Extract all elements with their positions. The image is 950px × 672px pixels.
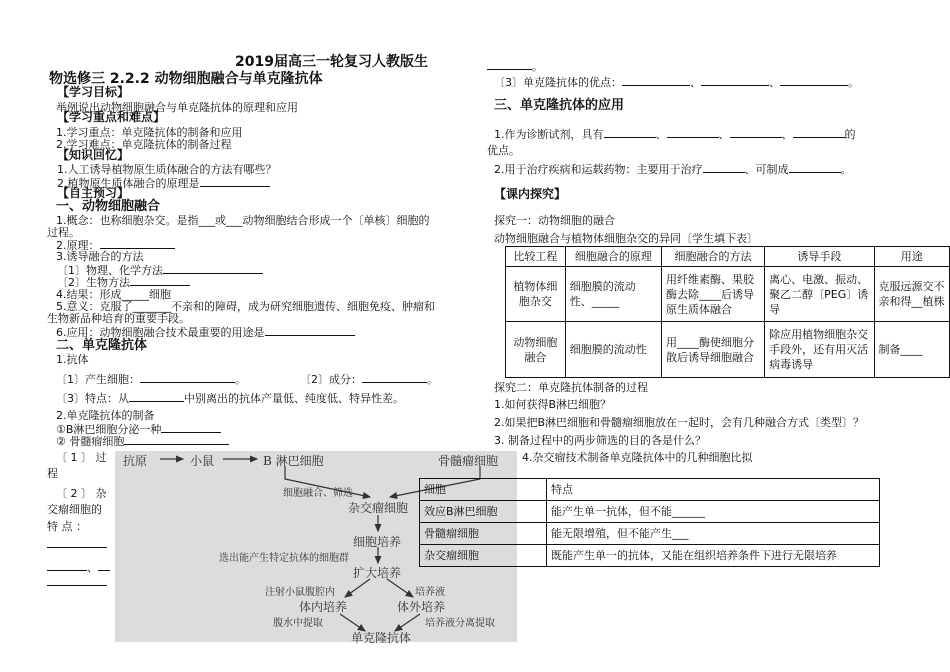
- flow-in-vitro: 体外培养: [397, 600, 446, 614]
- concept-line2: 过程。: [47, 226, 80, 239]
- flow-in-vivo: 体内培养: [299, 600, 348, 614]
- significance-line2: 生物新品种培育的重要手段。: [47, 312, 190, 325]
- flow-monoclonal: 单克隆抗体: [351, 631, 412, 645]
- preparation-heading: 2.单克隆抗体的制备: [56, 409, 155, 422]
- table-header: 诱导手段: [765, 247, 874, 267]
- heading-preview: 【自主预习】: [57, 186, 130, 200]
- table-cell: 既能产生单一的抗体，又能在组织培养条件下进行无限培养: [547, 545, 880, 567]
- heading-key-points: 【学习重点和难点】: [57, 110, 166, 124]
- heading-review: 【知识回忆】: [57, 148, 130, 162]
- antibody-producer: 〔1〕产生细胞： 。: [56, 373, 246, 386]
- table-cell: 细胞膜的流动性、_____: [565, 267, 661, 322]
- key-point-1: 1.学习重点：单克隆抗体的制备和应用: [56, 126, 243, 139]
- goal-text: 举例说出动物细胞融合与单克隆抗体的原理和应用: [56, 101, 298, 114]
- question-4: 4.杂交瘤技术制备单克隆抗体中的几种细胞比拟: [522, 451, 753, 464]
- table-header-row: [420, 479, 880, 501]
- table-cell: 用____酶使细胞分散后诱导细胞融合: [661, 322, 764, 378]
- flow-mouse: 小鼠: [190, 454, 215, 468]
- process-label: 〔 1 〕 过: [56, 451, 107, 464]
- fusion-compare-table: [505, 246, 950, 378]
- cell-compare-table: [419, 478, 880, 567]
- table-cell: 制备____: [874, 322, 949, 378]
- blank-1: [47, 537, 107, 551]
- flow-select-label: 选出能产生特定抗体的细胞群: [219, 553, 349, 564]
- blank-3: [47, 575, 107, 589]
- process-label-2: 程: [47, 467, 58, 480]
- flow-fusion-label: 细胞融合、筛选: [283, 488, 353, 499]
- antibody-component: 〔2〕成分： 。: [300, 373, 438, 386]
- flow-medium-label: 培养液: [415, 587, 445, 598]
- concept-line1: 1.概念：也称细胞杂交。是指___或___动物细胞结合形成一个〔单核〕细胞的: [56, 214, 430, 227]
- heading-goal: 【学习目标】: [57, 85, 130, 99]
- flow-hybridoma: 杂交瘤细胞: [348, 501, 409, 515]
- table-cell: 能无限增殖，但不能产生___: [547, 523, 880, 545]
- myeloma-cell: ② 骨髓瘤细胞: [56, 434, 229, 448]
- blank-2: 、: [47, 560, 110, 574]
- table-cell: 植物体细胞杂交: [506, 267, 566, 322]
- question-2: 2.如果把B淋巴细胞和骨髓瘤细胞放在一起时，会有几种融合方式〔类型〕？: [494, 416, 865, 429]
- table-cell: 细胞膜的流动性: [565, 322, 661, 378]
- table-row: [506, 322, 950, 378]
- table-row: [420, 545, 880, 567]
- heading-explore: 【课内探究】: [494, 187, 567, 201]
- table-cell: 效应B淋巴细胞: [420, 501, 547, 523]
- application: 6.应用：动物细胞融合技术最重要的用途是: [56, 325, 355, 339]
- treatment: 2.用于治疗疾病和运载药物：主要用于治疗 、可制成 。: [494, 163, 852, 176]
- antibody-heading: 1.抗体: [56, 353, 89, 366]
- table-row: [420, 523, 880, 545]
- hybridoma-label: 〔 2 〕 杂: [56, 487, 107, 500]
- table-header-row: [506, 247, 950, 267]
- table-header: 特点: [547, 479, 880, 501]
- explore-1: 探究一：动物细胞的融合: [494, 214, 615, 227]
- result: 4.结果：形成_____细胞: [56, 288, 171, 301]
- table-row: [420, 501, 880, 523]
- question-1: 1.如何获得B淋巴细胞？: [494, 398, 612, 411]
- table-cell: 用纤维素酶、果胶酶去除____后诱导原生质体融合: [661, 267, 764, 322]
- table-header: 细胞融合的方法: [661, 247, 764, 267]
- table-header: 细胞融合的原理: [565, 247, 661, 267]
- table-cell: 骨髓瘤细胞: [420, 523, 547, 545]
- flow-antigen: 抗原: [123, 454, 148, 468]
- table-cell: 离心、电激、振动、聚乙二醇〔PEG〕诱导: [765, 267, 874, 322]
- table-header: 比较工程: [506, 247, 566, 267]
- induce-methods: 3.诱导融合的方法: [56, 250, 144, 263]
- diagnostic-reagent-2: 优点。: [487, 144, 520, 157]
- diagnostic-reagent: 1.作为诊断试剂，具有 、 、 、 的: [494, 128, 856, 141]
- table-cell: 动物细胞融合: [506, 322, 566, 378]
- table-header: 用途: [874, 247, 949, 267]
- title-line2: 物选修三 2.2.2 动物细胞融合与单克隆抗体: [49, 71, 323, 87]
- question-3: 3. 制备过程中的两步筛选的目的各是什么？: [494, 434, 706, 447]
- right-top-blank: 。: [487, 59, 543, 73]
- section-application: 三、单克隆抗体的应用: [494, 98, 625, 113]
- flow-medium-extract-label: 培养液分离提取: [425, 618, 495, 629]
- b-cell-secretes: ①B淋巴细胞分泌一种: [56, 422, 221, 436]
- flow-ascites-label: 腹水中提取: [273, 618, 323, 629]
- flow-myeloma: 骨髓瘤细胞: [438, 454, 499, 468]
- antibody-feature: 〔3〕特点：从 中别离出的抗体产量低、纯度低、特异性差。: [56, 392, 404, 405]
- flow-b-cell: B 淋巴细胞: [263, 454, 324, 468]
- method-physical: 〔1〕物理、化学方法: [57, 263, 263, 277]
- significance-line1: 5.意义：克服了_______不亲和的障碍，成为研究细胞遗传、细胞免疫、肿瘤和: [56, 300, 435, 313]
- review-1: 1.人工诱导植物原生质体融合的方法有哪些？: [57, 163, 277, 176]
- advantages: 〔3〕单克隆抗体的优点： 、 、 。: [494, 76, 859, 89]
- key-point-2: 2.学习难点：单克隆抗体的制备过程: [56, 138, 232, 151]
- flow-cell-culture: 细胞培养: [353, 535, 402, 549]
- table-cell: 除应用植物细胞杂交手段外，还有用灭活病毒诱导: [765, 322, 874, 378]
- flow-inject-label: 注射小鼠腹腔内: [265, 587, 335, 598]
- table-cell: 杂交瘤细胞: [420, 545, 547, 567]
- method-biological: 〔2〕生物方法: [57, 275, 190, 289]
- table-cell: 能产生单一抗体，但不能______: [547, 501, 880, 523]
- flow-expand: 扩大培养: [353, 566, 402, 580]
- table-header: 细胞: [420, 479, 547, 501]
- hybridoma-label-2: 交瘤细胞的: [47, 503, 102, 516]
- principle: 2.原理：: [56, 238, 175, 252]
- section-cell-fusion: 一、动物细胞融合: [56, 199, 161, 214]
- table-cell: 克服远源交不亲和得__植株: [874, 267, 949, 322]
- explore-1-table-title: 动物细胞融合与植物体细胞杂交的异同〔学生填下表〕: [494, 232, 758, 245]
- hybridoma-feature: 特 点 ：: [47, 520, 87, 533]
- review-2: 2.植物原生质体融合的原理是: [57, 176, 270, 190]
- table-row: [506, 267, 950, 322]
- title-line1: 2019届高三一轮复习人教版生: [235, 54, 428, 70]
- section-monoclonal: 二、单克隆抗体: [56, 338, 148, 353]
- explore-2: 探究二：单克隆抗体制备的过程: [494, 381, 648, 394]
